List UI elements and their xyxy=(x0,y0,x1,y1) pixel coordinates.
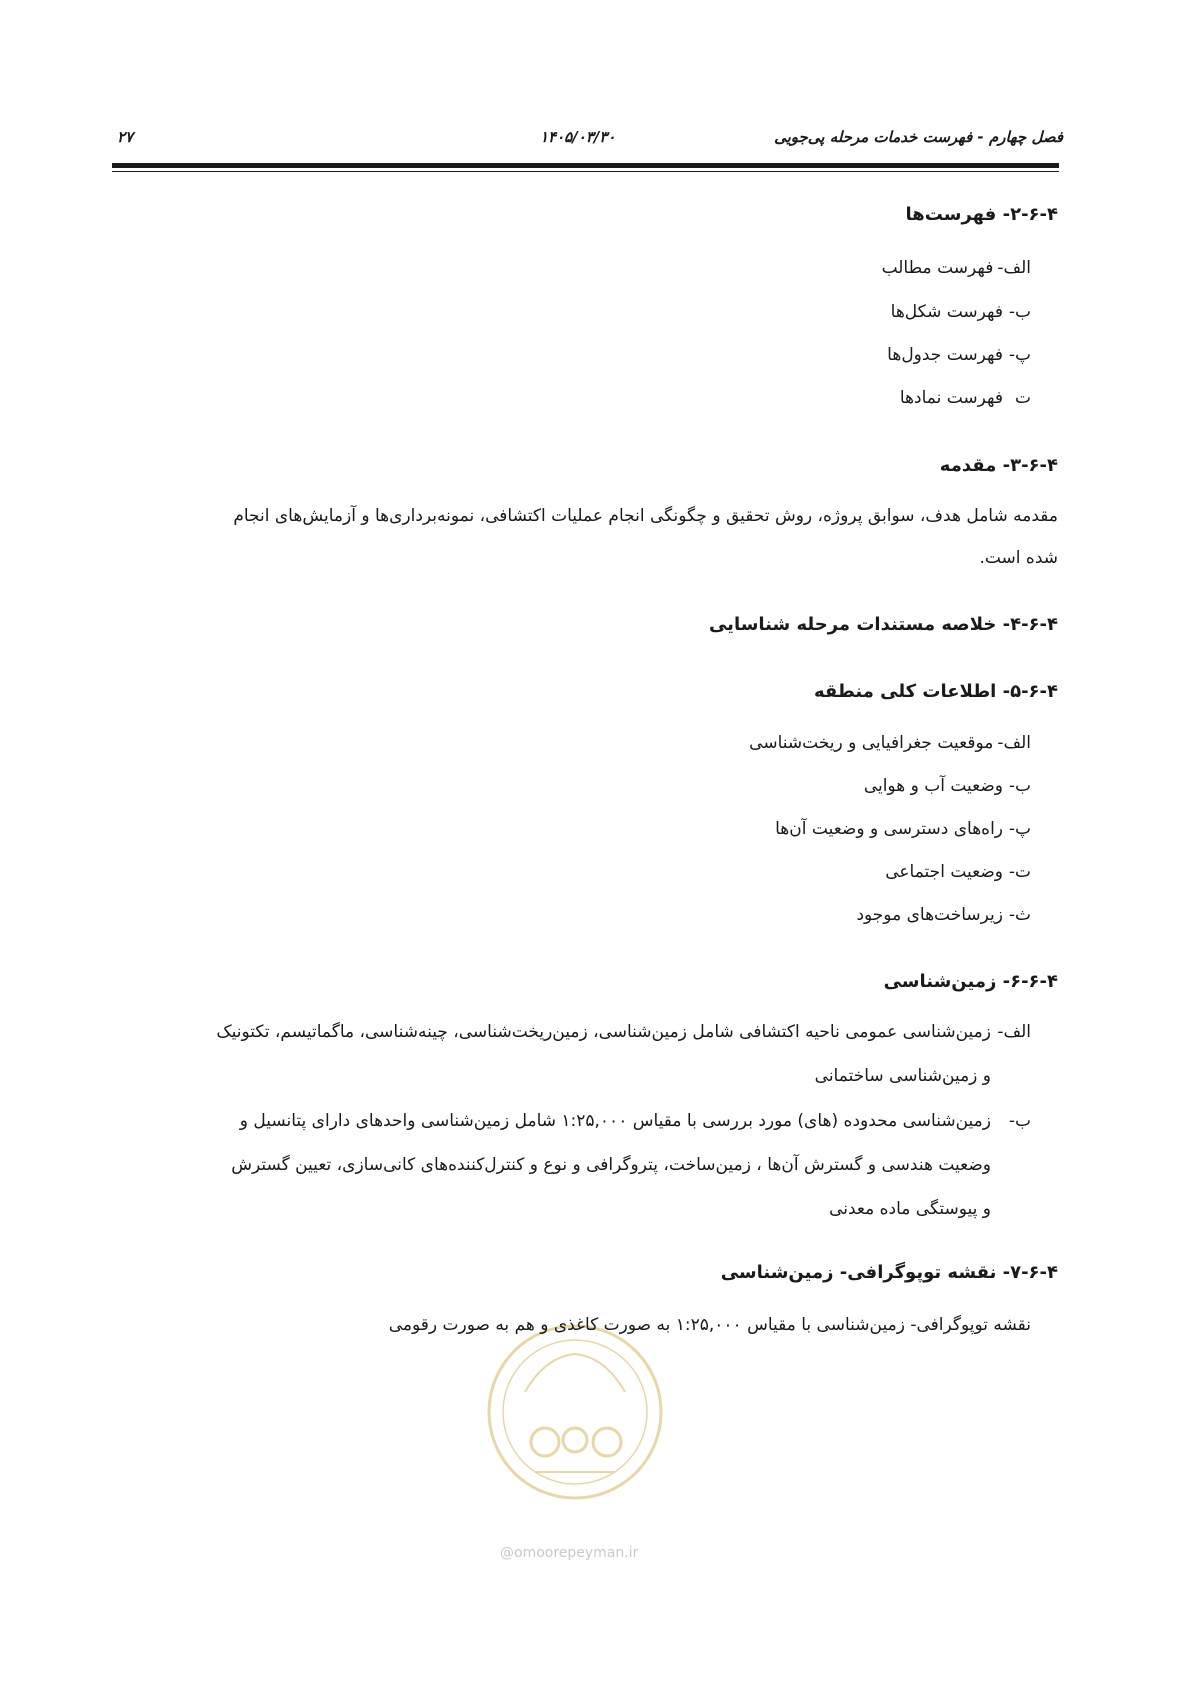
list-text: فهرست نمادها xyxy=(899,388,1003,408)
header-rule-thin xyxy=(112,171,1059,172)
list-item xyxy=(775,819,1031,839)
section-heading-geology: ۶-۶-۴- زمین‌شناسی xyxy=(883,971,1058,992)
list-text-line: وضعیت هندسی و گسترش آن‌ها ، زمین‌ساخت، پتروگرافی و نوع و کنترل‌کننده‌های کانی‌سازی، تعیین گسترش xyxy=(231,1155,991,1175)
list-text-line: زمین‌شناسی محدوده (های) مورد بررسی با مقیاس ۱:۲۵,۰۰۰ شامل زمین‌شناسی واحدهای دارای پتانسیل و xyxy=(239,1111,991,1131)
section-heading-general-info: ۵-۶-۴- اطلاعات کلی منطقه xyxy=(813,681,1058,702)
list-marker: الف- xyxy=(997,258,1031,278)
section-heading-introduction: ۳-۶-۴- مقدمه xyxy=(939,455,1058,476)
list-text: راه‌های دسترسی و وضعیت آن‌ها xyxy=(775,819,1003,839)
list-text: فهرست مطالب xyxy=(881,258,994,278)
list-item xyxy=(885,862,1031,882)
list-marker: الف- xyxy=(997,733,1031,753)
list-marker: پ- xyxy=(1008,819,1031,839)
section-heading-topo-map: ۷-۶-۴- نقشه توپوگرافی- زمین‌شناسی xyxy=(720,1262,1058,1283)
list-marker: ت xyxy=(1014,388,1031,408)
list-marker: ب- xyxy=(1008,1111,1031,1131)
header-date: ۱۴۰۵/۰۳/۳۰ xyxy=(540,128,616,146)
list-text: موقعیت جغرافیایی و ریخت‌شناسی xyxy=(749,733,994,753)
list-text: فهرست شکل‌ها xyxy=(890,302,1003,322)
watermark-seal-icon xyxy=(485,1322,665,1502)
paragraph-line: نقشه توپوگرافی- زمین‌شناسی با مقیاس ۱:۲۵,۰۰۰ به صورت کاغذی و هم به صورت رقومی xyxy=(388,1315,1031,1335)
list-item xyxy=(900,388,1031,408)
list-text: وضعیت آب و هوایی xyxy=(863,776,1003,796)
paragraph-line: شده است. xyxy=(979,548,1058,568)
list-text: زیرساخت‌های موجود xyxy=(856,905,1003,925)
list-marker: پ- xyxy=(1008,345,1031,365)
list-text: فهرست جدول‌ها xyxy=(887,345,1003,365)
list-text-line: زمین‌شناسی عمومی ناحیه اکتشافی شامل زمین‌شناسی، زمین‌ریخت‌شناسی، چینه‌شناسی، ماگماتیسم، تکتونیک xyxy=(216,1022,991,1042)
list-marker: ب- xyxy=(1008,302,1031,322)
header-page-number: ۲۷ xyxy=(117,128,134,146)
list-marker: ب- xyxy=(1008,776,1031,796)
list-text: وضعیت اجتماعی xyxy=(885,862,1003,882)
list-item xyxy=(856,905,1031,925)
list-marker: ث- xyxy=(1008,905,1031,925)
section-heading-summary: ۴-۶-۴- خلاصه مستندات مرحله شناسایی xyxy=(708,614,1058,635)
header-rule-thick xyxy=(112,163,1059,168)
list-item xyxy=(864,776,1031,796)
header-chapter-title: فصل چهارم - فهرست خدمات مرحله پی‌جویی xyxy=(774,128,1063,146)
list-item xyxy=(882,258,1031,278)
list-marker: ت- xyxy=(1008,862,1031,882)
watermark-url: @omoorepeyman.ir xyxy=(500,1545,639,1561)
list-text-line: و پیوستگی ماده معدنی xyxy=(829,1199,991,1219)
list-item xyxy=(749,733,1031,753)
paragraph-line: مقدمه شامل هدف، سوابق پروژه، روش تحقیق و چگونگی انجام عملیات اکتشافی، نمونه‌برداری‌ها و آزمایش‌های انجام xyxy=(233,506,1058,526)
list-item xyxy=(891,302,1031,322)
list-text-line: و زمین‌شناسی ساختمانی xyxy=(814,1066,991,1086)
list-item xyxy=(887,345,1031,365)
list-marker: الف- xyxy=(997,1022,1031,1042)
section-heading-lists: ۲-۶-۴- فهرست‌ها xyxy=(905,204,1058,225)
